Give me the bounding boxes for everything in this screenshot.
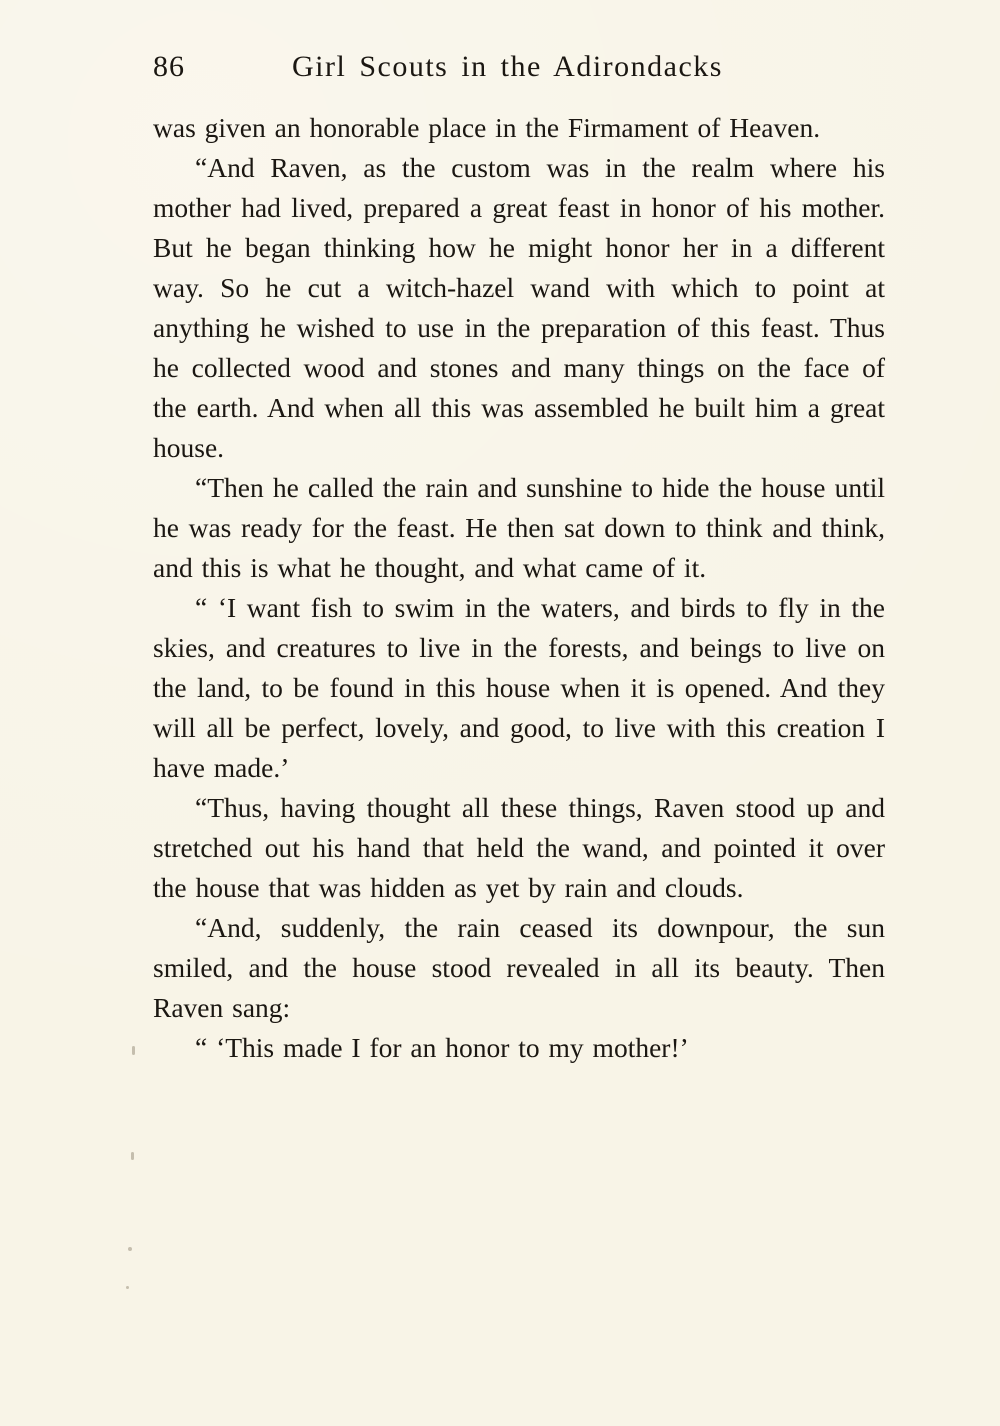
scan-artifact (126, 1286, 129, 1289)
paragraph: “ ‘I want fish to swim in the waters, and birds to fly in the skies, and creatures to live in the forests, and beings to live on the land, to be found in this house when it is opened. And they will all be perfect, lovely, and good, to live with this creation I have made.’ (153, 592, 885, 783)
scan-artifact (128, 1247, 132, 1251)
running-title: Girl Scouts in the Adirondacks (292, 50, 723, 83)
paragraph: “And Raven, as the custom was in the realm where his mother had lived, prepared a great feast in honor of his mother. But he began thinking how he might honor her in a different way. So he cut a witch-hazel wand with which to point at anything he wished to use in the preparation of this feast. Thus he collected wood and stones and many things on the face of the earth. And when all this was assembled he built him a great house. (153, 152, 885, 463)
scan-artifact (132, 1046, 135, 1055)
paragraph: “ ‘This made I for an honor to my mother!’ (195, 1032, 689, 1063)
paragraph: “Thus, having thought all these things, Raven stood up and stretched out his hand that held the wand, and pointed it over the house that was hidden as yet by rain and clouds. (153, 792, 885, 903)
paragraph: was given an honorable place in the Firmament of Heaven. (153, 112, 821, 143)
scan-artifact (131, 1152, 134, 1160)
paragraph: “And, suddenly, the rain ceased its downpour, the sun smiled, and the house stood revealed in all its beauty. Then Raven sang: (153, 912, 885, 1023)
body-text (153, 108, 885, 1068)
page-header (153, 50, 885, 84)
page-number: 86 (153, 50, 185, 83)
paragraph: “Then he called the rain and sunshine to hide the house until he was ready for the feast. He then sat down to think and think, and this is what he thought, and what came of it. (153, 472, 885, 583)
